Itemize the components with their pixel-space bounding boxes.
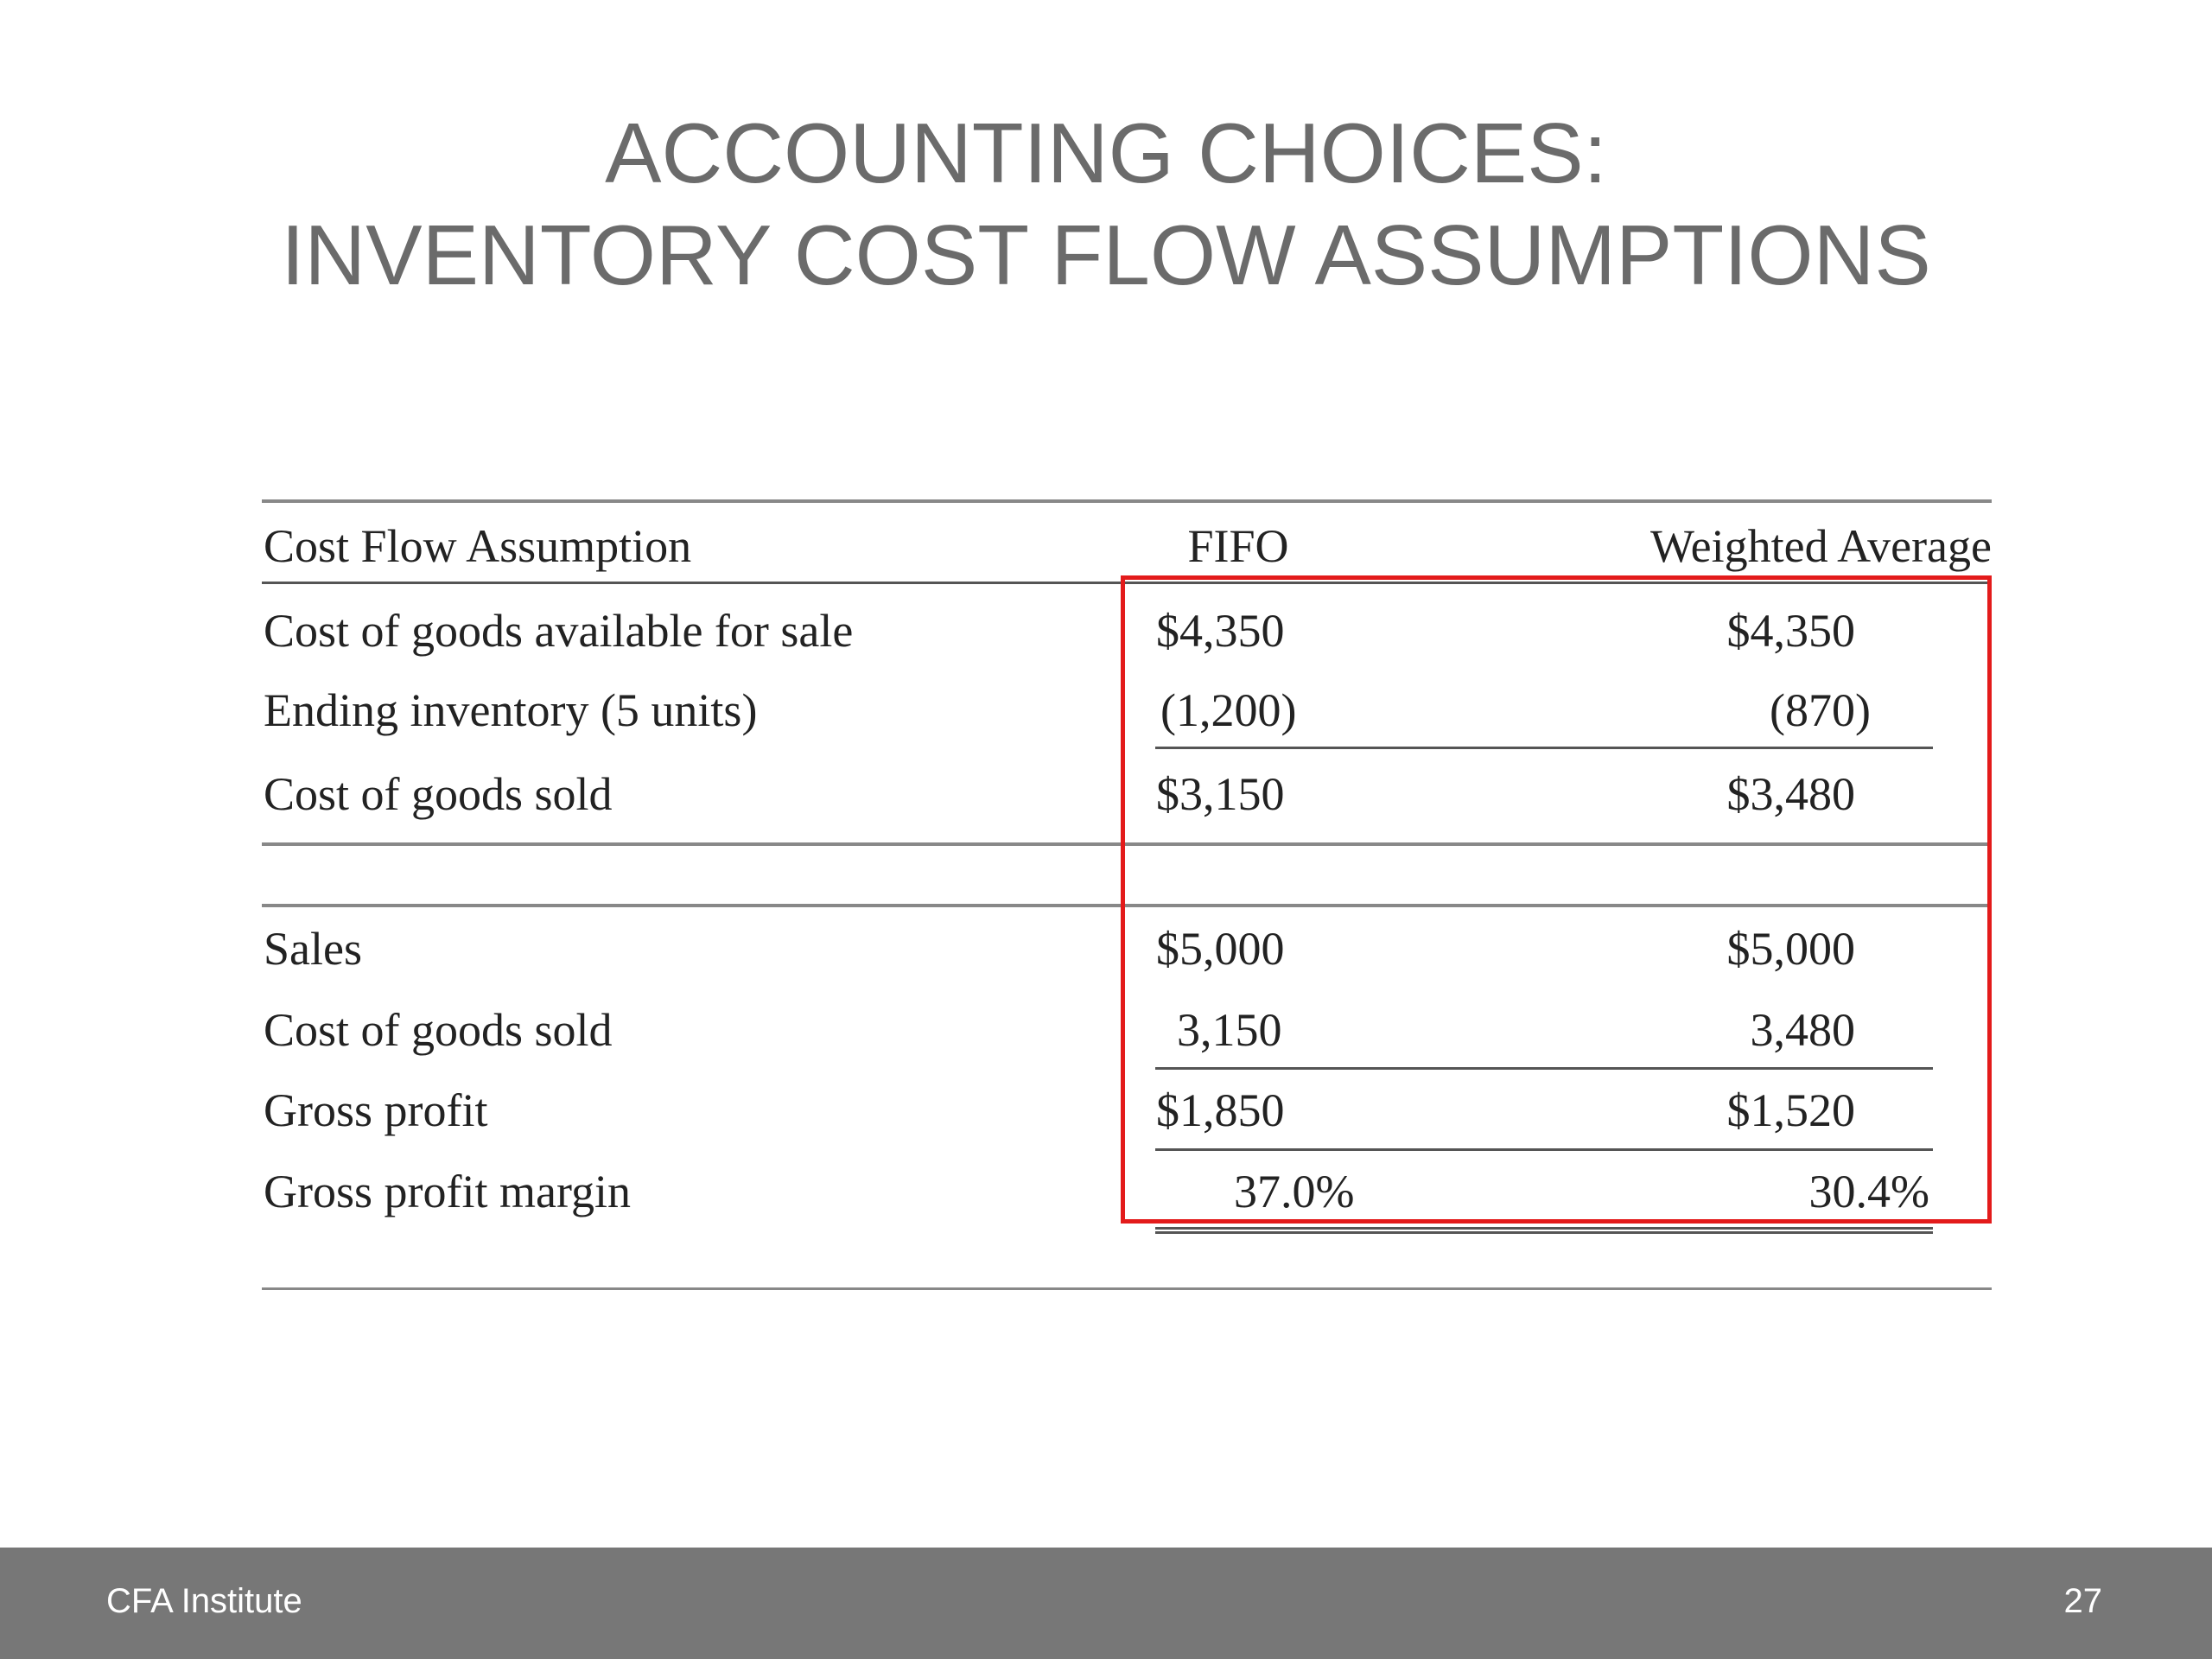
slide-title-line-1: ACCOUNTING CHOICES: — [605, 105, 1607, 200]
fifo-value: $5,000 — [1156, 923, 1285, 975]
header-cost-flow-assumption: Cost Flow Assumption — [264, 520, 692, 572]
fifo-value: (1,200) — [1160, 684, 1297, 736]
fifo-value: $3,150 — [1156, 768, 1285, 820]
wa-value: $3,480 — [1726, 768, 1855, 820]
table-bottom-rule — [262, 1287, 1992, 1290]
table-top-rule — [262, 499, 1992, 503]
highlight-box — [1121, 575, 1992, 1224]
double-underline-1 — [1155, 1227, 1933, 1230]
row-label: Cost of goods sold — [264, 1004, 613, 1056]
footer-organization: CFA Institute — [106, 1582, 302, 1620]
header-weighted-average: Weighted Average — [1650, 520, 1992, 572]
row-label: Ending inventory (5 units) — [264, 684, 758, 736]
row-label: Sales — [264, 923, 362, 975]
wa-value: $4,350 — [1726, 605, 1855, 657]
wa-value: $5,000 — [1726, 923, 1855, 975]
wa-value: 3,480 — [1750, 1004, 1855, 1056]
wa-value: 30.4% — [1808, 1166, 1929, 1217]
wa-value: $1,520 — [1726, 1084, 1855, 1136]
fifo-value: $4,350 — [1156, 605, 1285, 657]
fifo-value: 3,150 — [1177, 1004, 1282, 1056]
footer-bar — [0, 1548, 2212, 1659]
row-label: Gross profit — [264, 1084, 488, 1136]
double-underline-2 — [1155, 1231, 1933, 1234]
slide-title-line-2: INVENTORY COST FLOW ASSUMPTIONS — [281, 207, 1931, 302]
wa-value: (870) — [1770, 684, 1871, 736]
fifo-value: 37.0% — [1234, 1166, 1355, 1217]
row-label: Gross profit margin — [264, 1166, 631, 1217]
header-fifo: FIFO — [1187, 520, 1289, 572]
page-number: 27 — [2063, 1582, 2102, 1620]
row-label: Cost of goods sold — [264, 768, 613, 820]
row-label: Cost of goods available for sale — [264, 605, 854, 657]
fifo-value: $1,850 — [1156, 1084, 1285, 1136]
